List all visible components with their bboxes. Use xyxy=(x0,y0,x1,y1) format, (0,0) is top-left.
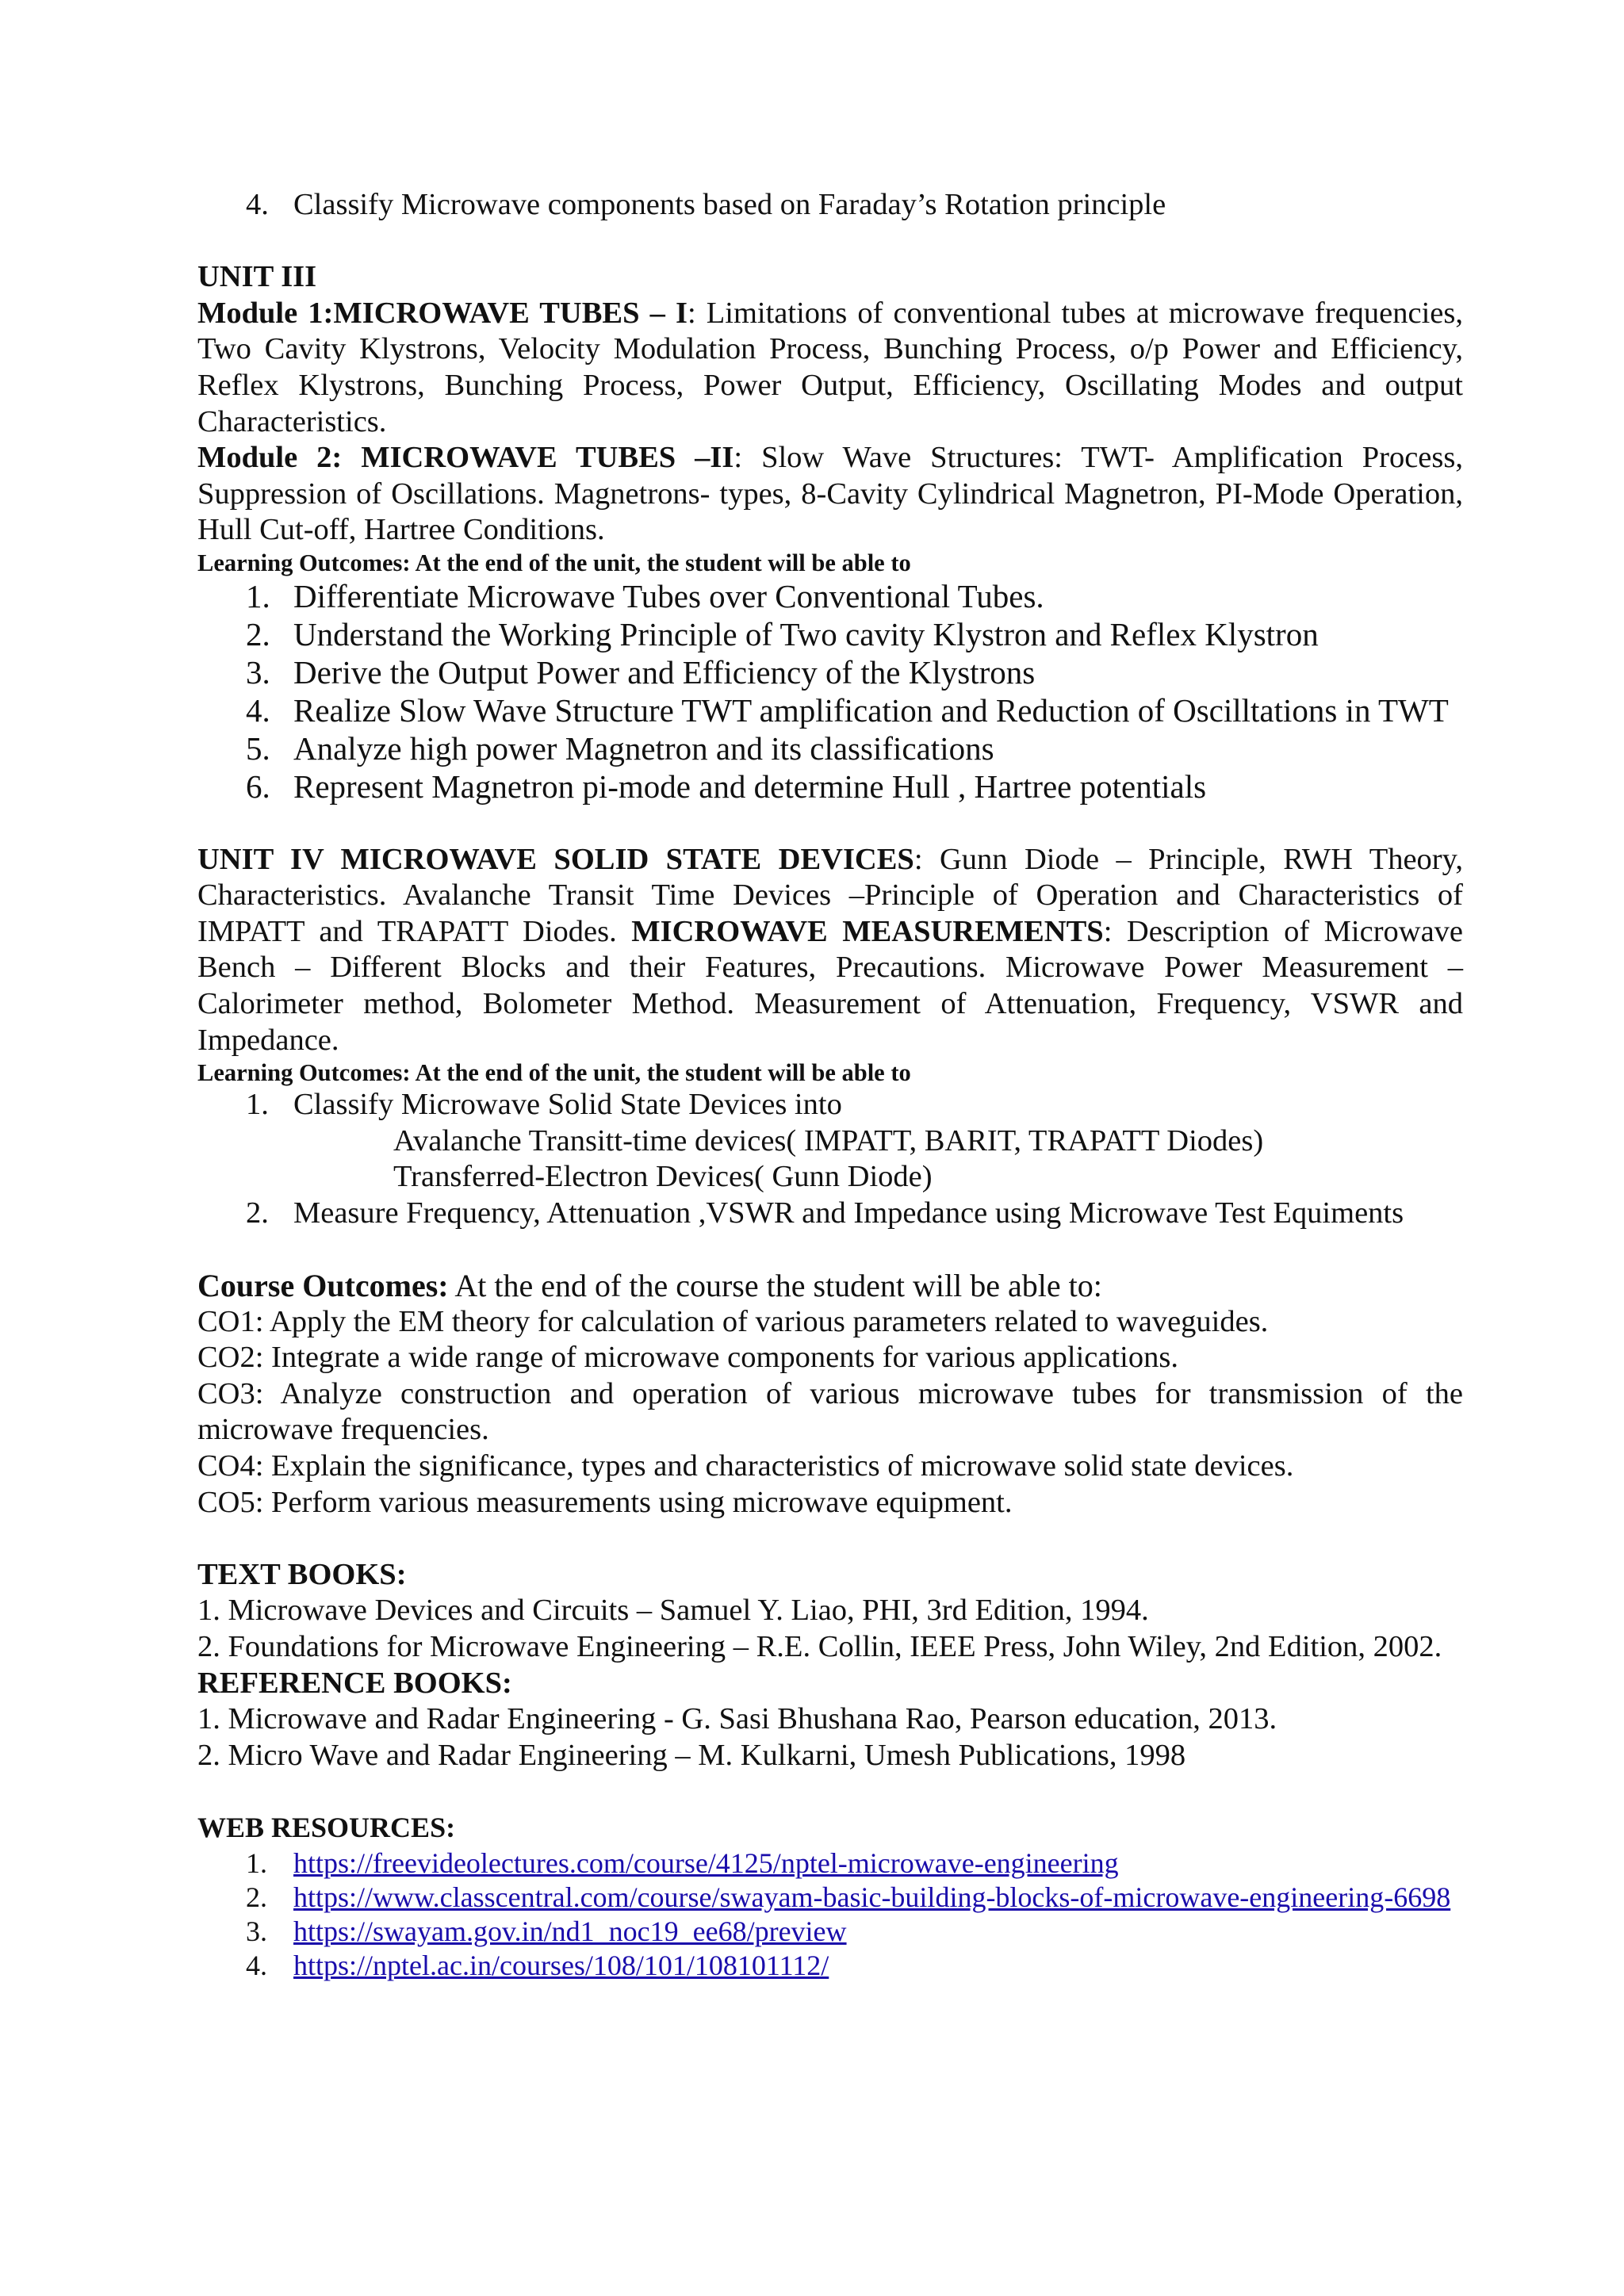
list-item xyxy=(197,187,1463,224)
text-books-heading: TEXT BOOKS: xyxy=(197,1557,407,1591)
course-outcome: CO2: Integrate a wide range of microwave components for various applications. xyxy=(197,1341,1178,1375)
list-item: 1. Differentiate Microwave Tubes over Conventional Tubes. xyxy=(246,577,1044,614)
sub-item: Avalanche Transitt-time devices( IMPATT, BARIT, TRAPATT Diodes) xyxy=(393,1123,1264,1158)
list-item: 2. https://www.classcentral.com/course/swayam-basic-building-blocks-of-microwave-engineering-6698 xyxy=(246,1881,1451,1913)
unit4-body: UNIT IV MICROWAVE SOLID STATE DEVICES: Gunn Diode – Principle, RWH Theory, Characteristics. Avalanche Transit Time Devices –Principle of Operation and Characteristics of IMPATT and TRAPATT Diodes. MICROWAVE MEASUREMENTS: Description of Microwave Bench – Different Blocks and their Features, Precautions. Microwave Power Measurement – Calorimeter method, Bolometer Method. Measurement of Attenuation, Frequency, VSWR and Impedance. xyxy=(197,842,1463,1057)
item-text: Classify Microwave components based on Faraday’s Rotation principle xyxy=(293,188,1166,221)
course-outcome: CO5: Perform various measurements using microwave equipment. xyxy=(197,1485,1013,1519)
list-item: 4. https://nptel.ac.in/courses/108/101/108101112/ xyxy=(246,1949,829,1981)
unit4-learning-outcomes-heading: Learning Outcomes: At the end of the unit, the student will be able to xyxy=(197,1059,911,1087)
item-number: 4. xyxy=(246,188,269,221)
unit4-outcomes-list xyxy=(197,1087,1463,1231)
text-book-item: 2. Foundations for Microwave Engineering – R.E. Collin, IEEE Press, John Wiley, 2nd Edition, 2002. xyxy=(197,1630,1442,1663)
web-resource-link[interactable]: https://nptel.ac.in/courses/108/101/108101112/ xyxy=(293,1949,829,1981)
list-item: 5. Analyze high power Magnetron and its classifications xyxy=(246,729,994,767)
reference-book-item: 1. Microwave and Radar Engineering - G. Sasi Bhushana Rao, Pearson education, 2013. xyxy=(197,1702,1277,1736)
list-item: 4. Realize Slow Wave Structure TWT amplification and Reduction of Oscilltations in TWT xyxy=(246,691,1449,729)
course-outcome: CO1: Apply the EM theory for calculation of various parameters related to waveguides. xyxy=(197,1304,1269,1338)
syllabus-page xyxy=(197,187,1463,1983)
list-item: 1. https://freevideolectures.com/course/4125/nptel-microwave-engineering xyxy=(246,1846,1119,1879)
web-resource-link[interactable]: https://www.classcentral.com/course/swayam-basic-building-blocks-of-microwave-engineering-6698 xyxy=(293,1881,1451,1913)
unit3-module2: Module 2: MICROWAVE TUBES –II: Slow Wave Structures: TWT- Amplification Process, Suppression of Oscillations. Magnetrons- types, 8-Cavity Cylindrical Magnetron, PI-Mode Operation, Hull Cut-off, Hartree Conditions. xyxy=(197,441,1463,547)
list-item: 3. Derive the Output Power and Efficiency of the Klystrons xyxy=(246,653,1036,691)
web-resources-list xyxy=(197,1846,1463,1983)
web-resource-link[interactable]: https://swayam.gov.in/nd1_noc19_ee68/preview xyxy=(293,1915,847,1947)
sub-item: Transferred-Electron Devices( Gunn Diode) xyxy=(393,1160,933,1194)
list-item: 2. Measure Frequency, Attenuation ,VSWR and Impedance using Microwave Test Equiments xyxy=(246,1196,1404,1230)
text-book-item: 1. Microwave Devices and Circuits – Samuel Y. Liao, PHI, 3rd Edition, 1994. xyxy=(197,1594,1149,1628)
list-item: 1. Classify Microwave Solid State Devices into xyxy=(246,1088,842,1122)
reference-book-item: 2. Micro Wave and Radar Engineering – M. Kulkarni, Umesh Publications, 1998 xyxy=(197,1738,1186,1772)
course-outcome: CO3: Analyze construction and operation of various microwave tubes for transmission of the microwave frequencies. xyxy=(197,1376,1463,1447)
reference-books-heading: REFERENCE BOOKS: xyxy=(197,1666,512,1700)
unit3-module1: Module 1:MICROWAVE TUBES – I: Limitations of conventional tubes at microwave frequencies, Two Cavity Klystrons, Velocity Modulation Process, Bunching Process, o/p Power and Efficiency, Reflex Klystrons, Bunching Process, Power Output, Efficiency, Oscillating Modes and output Characteristics. xyxy=(197,296,1463,438)
unit3-learning-outcomes-heading: Learning Outcomes: At the end of the unit, the student will be able to xyxy=(197,549,911,576)
web-resources-heading: WEB RESOURCES: xyxy=(197,1811,456,1843)
list-item: 2. Understand the Working Principle of Two cavity Klystron and Reflex Klystron xyxy=(246,615,1319,652)
course-outcomes-intro: Course Outcomes: At the end of the course the student will be able to: xyxy=(197,1268,1102,1304)
web-resource-link[interactable]: https://freevideolectures.com/course/4125/nptel-microwave-engineering xyxy=(293,1846,1119,1879)
unit3-heading: UNIT III xyxy=(197,260,317,294)
course-outcome: CO4: Explain the significance, types and characteristics of microwave solid state devices. xyxy=(197,1449,1294,1483)
list-item: 3. https://swayam.gov.in/nd1_noc19_ee68/preview xyxy=(246,1915,847,1947)
list-item: 6. Represent Magnetron pi-mode and determine Hull , Hartree potentials xyxy=(246,767,1207,805)
unit3-outcomes-list xyxy=(197,577,1463,806)
